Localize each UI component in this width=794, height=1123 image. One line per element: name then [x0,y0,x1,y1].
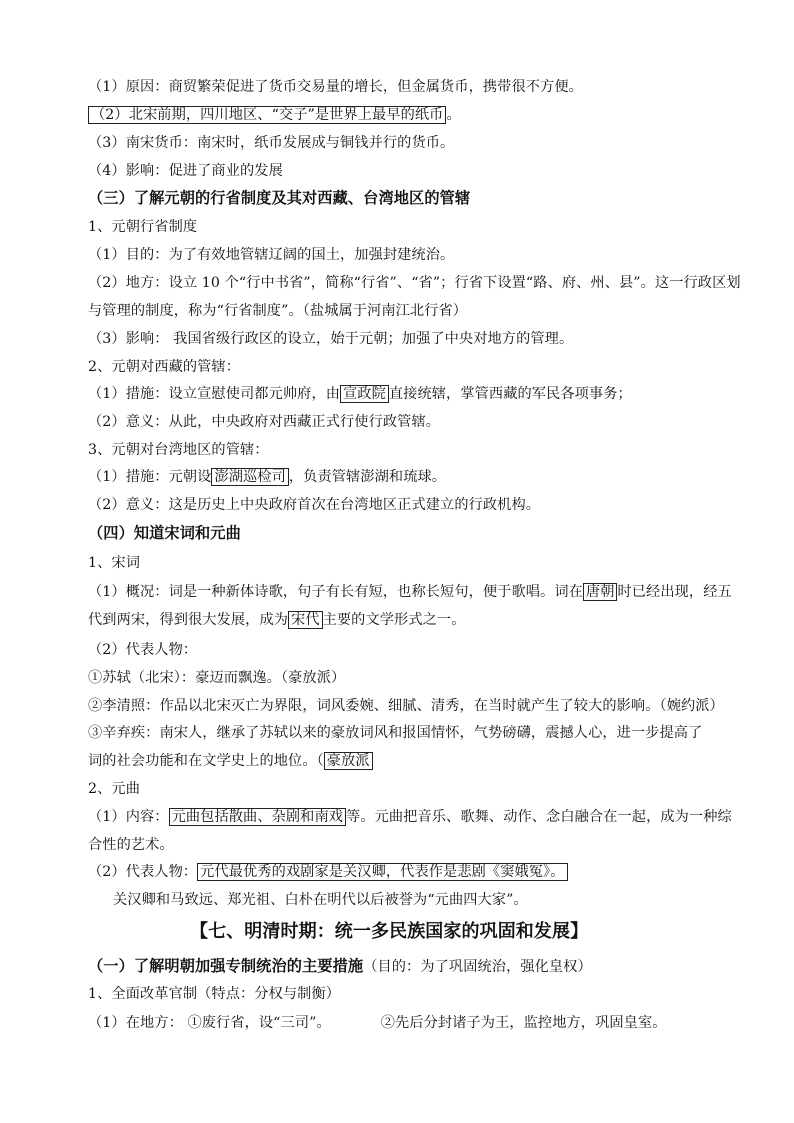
text-line: （1）内容： 元曲包括散曲、杂剧和南戏 等。元曲把音乐、歌舞、动作、念白融合在一起，成为一种综 [88,809,732,825]
text-line: 1、全面改革官制（特点：分权与制衡） [88,986,341,1002]
text-line: 1、宋词 [88,555,140,571]
text-line: （2）代表人物： [88,642,198,658]
text-line: 2、元曲 [88,781,140,797]
text-line: ①苏轼（北宋）：豪迈而飘逸。（豪放派） [88,670,346,686]
section-heading: （三）了解元朝的行省制度及其对西藏、台湾地区的管辖 [88,189,471,207]
text-line: 合性的艺术。 [88,837,174,853]
text-line: （2）代表人物： 元代最优秀的戏剧家是关汉卿，代表作是悲剧《窦娥冤》。 [88,861,568,881]
text-line: （1）原因：商贸繁荣促进了货币交易量的增长，但金属货币，携带很不方便。 [88,79,583,95]
text-line: ②李清照：作品以北宋灭亡为界限，词风委婉、细腻、清秀，在当时就产生了较大的影响。（婉约派） [88,698,724,714]
text-line: ③辛弃疾：南宋人，继承了苏轼以来的豪放词风和报国情怀，气势磅礴，震撼人心，进一步提高了 [88,725,703,741]
section-heading: （一）了解明朝加强专制统治的主要措施（目的：为了巩固统治，强化皇权） [88,957,592,975]
highlight-box: 宋代 [288,611,323,629]
text-line: （1）措施：元朝设 澎湖巡检司 ，负责管辖澎湖和琉球。 [88,469,447,485]
text-line: （2）北宋前期，四川地区、“交子”是世界上最早的纸币 。 [88,104,461,124]
highlight-box: 唐朝 [583,583,618,601]
text-line: （2）地方：设立 10 个“行中书省”，简称“行省”、“省”；行省下设置“路、府、州、县”。这一行政区划 [88,275,741,291]
text-line: （1）目的：为了有效地管辖辽阔的国土，加强封建统治。 [88,247,455,263]
text-line: 关汉卿和马致远、郑光祖、白朴在明代以后被誉为“元曲四大家”。 [113,892,528,908]
text-line: 1、元朝行省制度 [88,219,198,235]
highlight-box: （2）北宋前期，四川地区、“交子”是世界上最早的纸币 [88,106,446,124]
text-line: 2、元朝对西藏的管辖： [88,359,241,375]
text-line: 代到两宋，得到很大发展，成为 宋代 主要的文学形式之一。 [88,612,466,628]
text-line: （2）意义：从此，中央政府对西藏正式行使行政管辖。 [88,414,441,430]
text-line: （3）南宋货币：南宋时，纸币发展成与铜钱并行的货币。 [88,135,455,151]
text-line: （3）影响： 我国省级行政区的设立，始于元朝；加强了中央对地方的管理。 [88,331,574,347]
text-line: 3、元朝对台湾地区的管辖： [88,442,269,458]
highlight-box: 宣政院 [340,385,389,403]
text-line: （1）概况：词是一种新体诗歌，句子有长有短，也称长短句，便于歌唱。词在 唐朝 时已经出现，经五 [88,584,732,600]
text-line: 词的社会功能和在文学史上的地位。（ 豪放派 [88,750,373,770]
highlight-box: 澎湖巡检司 [211,468,288,486]
text-line: （2）意义：这是历史上中央政府首次在台湾地区正式建立的行政机构。 [88,497,541,513]
highlight-box: 豪放派 [324,752,373,770]
text-line: （4）影响：促进了商业的发展 [88,163,283,179]
highlight-box: 元代最优秀的戏剧家是关汉卿，代表作是悲剧《窦娥冤》。 [197,863,567,881]
highlight-box: 元曲包括散曲、杂剧和南戏 [169,808,346,826]
text-line: （1）在地方： ①废行省，设“三司”。 ②先后分封诸子为王，监控地方，巩固皇室。 [88,1015,667,1031]
chapter-heading: 【七、明清时期：统一多民族国家的巩固和发展】 [190,921,589,942]
text-line: 与管理的制度，称为“行省制度”。（盐城属于河南江北行省） [88,303,468,319]
section-heading: （四）知道宋词和元曲 [88,524,241,542]
text-line: （1）措施：设立宣慰使司都元帅府，由 宣政院 直接统辖，掌管西藏的军民各项事务； [88,386,632,402]
